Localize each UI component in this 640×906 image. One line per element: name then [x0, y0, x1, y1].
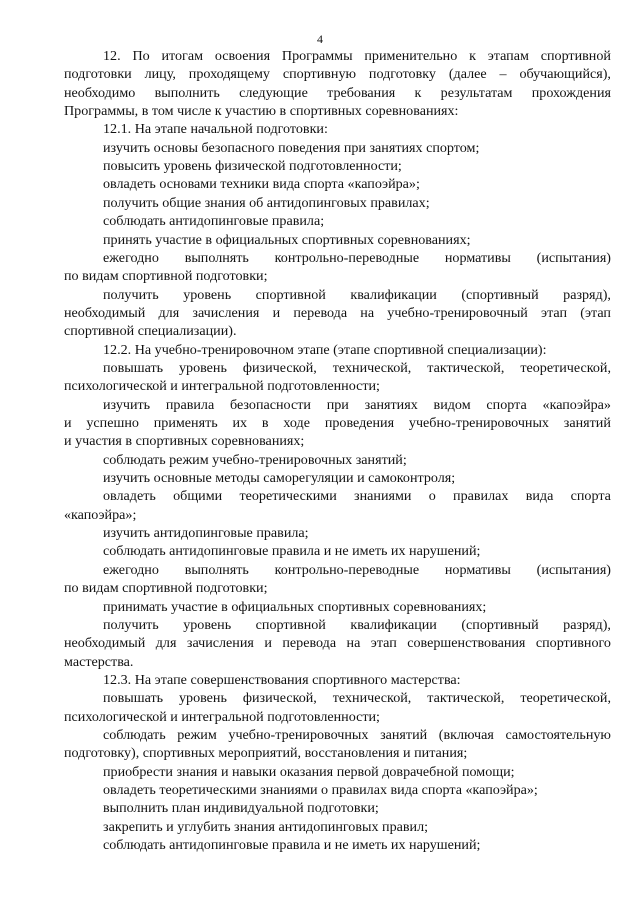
word: (испытания)	[536, 561, 611, 578]
word: общими	[173, 488, 223, 505]
word: зачисления	[192, 304, 260, 321]
text-line	[64, 304, 611, 322]
word: разряд),	[563, 616, 611, 633]
word: нормативы	[444, 249, 511, 266]
word: результатам	[440, 84, 513, 101]
word: нормативы	[444, 561, 511, 578]
word: перевода	[282, 635, 337, 652]
word: (испытания)	[536, 249, 611, 266]
text-line: закрепить и углубить знания антидопинговых правил;	[103, 818, 429, 835]
word: выполнить	[154, 84, 220, 101]
word: безопасности	[230, 396, 311, 413]
word: лицу,	[144, 66, 176, 83]
word: занятиях	[364, 396, 418, 413]
text-line	[103, 689, 611, 707]
word: выполнять	[184, 249, 249, 266]
text-line: по видам спортивной подготовки;	[64, 580, 268, 597]
word: занятий	[563, 415, 611, 431]
text-line: соблюдать антидопинговые правила и не иметь их нарушений;	[103, 837, 481, 854]
word: изучить	[103, 396, 151, 413]
word: режим	[177, 726, 217, 743]
text-line: выполнить план индивидуальной подготовки;	[103, 800, 379, 817]
text-line: спортивной специализации).	[64, 323, 237, 340]
word: спорта	[570, 488, 611, 505]
word: этап	[370, 635, 397, 652]
word: подготовки	[64, 66, 132, 83]
word: соблюдать	[103, 726, 166, 743]
word: теоретической,	[520, 359, 611, 376]
text-line: подготовку), спортивных мероприятий, восстановления и питания;	[64, 745, 468, 762]
word: спортивной	[255, 286, 326, 303]
word: –	[499, 66, 507, 83]
word: квалификации	[350, 616, 437, 633]
text-line: по видам спортивной подготовки;	[64, 268, 268, 285]
word: необходимо	[64, 84, 136, 101]
word: спортивную	[282, 66, 357, 83]
word: занятий	[380, 726, 428, 743]
text-line	[64, 84, 611, 102]
word: контрольно-переводные	[274, 249, 420, 266]
text-line: 12.3. На этапе совершенствования спортивного мастерства:	[103, 671, 461, 688]
text-line	[103, 286, 611, 304]
text-line	[103, 249, 611, 267]
text-line	[64, 634, 611, 652]
word: ежегодно	[103, 561, 159, 578]
text-line: принять участие в официальных спортивных соревнованиях;	[103, 231, 471, 248]
word: самостоятельную	[505, 726, 611, 743]
word: подготовку	[368, 66, 436, 83]
text-line: изучить основы безопасного поведения при занятиях спортом;	[103, 139, 480, 156]
text-line: изучить антидопинговые правила;	[103, 525, 309, 542]
word: повышать	[103, 359, 164, 376]
word: разряд),	[563, 286, 611, 303]
word: итогам	[161, 48, 204, 64]
word: «капоэйра»	[542, 396, 611, 413]
word: (включая	[438, 726, 494, 743]
word: успешно	[86, 415, 139, 431]
word: необходимый	[64, 304, 146, 321]
word: выполнять	[184, 561, 249, 578]
text-line: и участия в спортивных соревнованиях;	[64, 433, 305, 450]
word: уровень	[183, 286, 232, 303]
word: для	[155, 635, 177, 652]
text-line: 12.2. На учебно-тренировочном этапе (этапе спортивной специализации):	[103, 341, 547, 358]
word: квалификации	[350, 286, 437, 303]
word: освоения	[214, 48, 271, 64]
word: при	[326, 396, 349, 413]
text-line: повысить уровень физической подготовленности;	[103, 158, 402, 175]
word: применительно	[364, 48, 458, 64]
word: проведения	[324, 415, 395, 431]
word: учебно-тренировочный	[387, 304, 528, 321]
word: к	[469, 48, 476, 64]
word: этапам	[487, 48, 529, 64]
text-line	[103, 561, 611, 579]
text-line	[103, 396, 611, 414]
text-line: принимать участие в официальных спортивных соревнованиях;	[103, 598, 487, 615]
word: физической,	[242, 690, 317, 707]
word: получить	[103, 286, 159, 303]
word: на	[360, 304, 375, 321]
page-number: 4	[317, 32, 323, 46]
word: и	[264, 635, 272, 652]
text-line	[103, 616, 611, 634]
word: контрольно-переводные	[274, 561, 420, 578]
word: о	[428, 488, 436, 505]
word: к	[414, 84, 422, 101]
word: учебно-тренировочных	[408, 415, 549, 431]
word: спортивной	[255, 616, 326, 633]
text-line	[103, 726, 611, 744]
word: применять	[153, 415, 218, 431]
word: учебно-тренировочных	[228, 726, 369, 743]
word: Программы	[281, 48, 353, 64]
word: их	[232, 415, 248, 431]
text-line: соблюдать антидопинговые правила и не иметь их нарушений;	[103, 543, 481, 560]
word: По	[132, 48, 150, 64]
text-line: 12.1. На этапе начальной подготовки:	[103, 121, 328, 138]
word: (спортивный	[461, 616, 539, 633]
text-line	[103, 359, 611, 377]
word: необходимый	[64, 635, 146, 652]
word: ежегодно	[103, 249, 159, 266]
word: технической,	[332, 690, 412, 707]
word: проходящему	[188, 66, 270, 83]
word: получить	[103, 616, 159, 633]
word: 12.	[103, 48, 121, 64]
word: уровень	[178, 690, 227, 707]
word: и	[64, 415, 72, 431]
text-line: соблюдать режим учебно-тренировочных занятий;	[103, 451, 407, 468]
word: ходе	[283, 415, 310, 431]
word: технической,	[332, 359, 412, 376]
word: вида	[525, 488, 554, 505]
word: теоретическими	[239, 488, 337, 505]
word: правила	[165, 396, 215, 413]
text-line	[64, 414, 611, 432]
word: спортивного	[535, 635, 611, 652]
word: спортивной	[540, 48, 611, 64]
word: (этап	[580, 304, 611, 321]
text-line	[103, 487, 611, 505]
text-line: соблюдать антидопинговые правила;	[103, 213, 325, 230]
word: уровень	[183, 616, 232, 633]
word: совершенствования	[407, 635, 526, 652]
text-line: «капоэйра»;	[64, 506, 137, 523]
word: повышать	[103, 690, 164, 707]
text-line: психологической и интегральной подготовленности;	[64, 378, 380, 395]
word: овладеть	[103, 488, 156, 505]
text-line: психологической и интегральной подготовленности;	[64, 708, 380, 725]
word: на	[346, 635, 361, 652]
word: спорта	[486, 396, 527, 413]
word: зачисления	[186, 635, 254, 652]
word: этап	[541, 304, 568, 321]
word: тактической,	[427, 359, 505, 376]
word: теоретической,	[520, 690, 611, 707]
word: видом	[433, 396, 471, 413]
text-line	[64, 65, 611, 83]
word: для	[158, 304, 180, 321]
text-line: приобрести знания и навыки оказания первой доврачебной помощи;	[103, 763, 515, 780]
word: следующие	[239, 84, 308, 101]
text-line: Программы, в том числе к участию в спортивных соревнованиях:	[64, 103, 459, 120]
text-line	[103, 47, 611, 65]
word: обучающийся),	[519, 66, 611, 83]
word: физической,	[242, 359, 317, 376]
text-line: получить общие знания об антидопинговых правилах;	[103, 194, 430, 211]
word: перевода	[293, 304, 348, 321]
word: (далее	[448, 66, 487, 83]
word: правилах	[453, 488, 509, 505]
text-line: мастерства.	[64, 653, 134, 670]
word: прохождения	[531, 84, 611, 101]
word: (спортивный	[461, 286, 539, 303]
word: и	[272, 304, 281, 321]
text-line: изучить основные методы саморегуляции и самоконтроля;	[103, 470, 456, 487]
text-line: овладеть теоретическими знаниями о правилах вида спорта «капоэйра»;	[103, 782, 538, 798]
text-line: овладеть основами техники вида спорта «капоэйра»;	[103, 176, 420, 193]
word: тактической,	[427, 690, 505, 707]
word: требования	[327, 84, 396, 101]
word: в	[261, 415, 269, 431]
word: уровень	[178, 359, 227, 376]
word: знаниями	[354, 488, 412, 505]
